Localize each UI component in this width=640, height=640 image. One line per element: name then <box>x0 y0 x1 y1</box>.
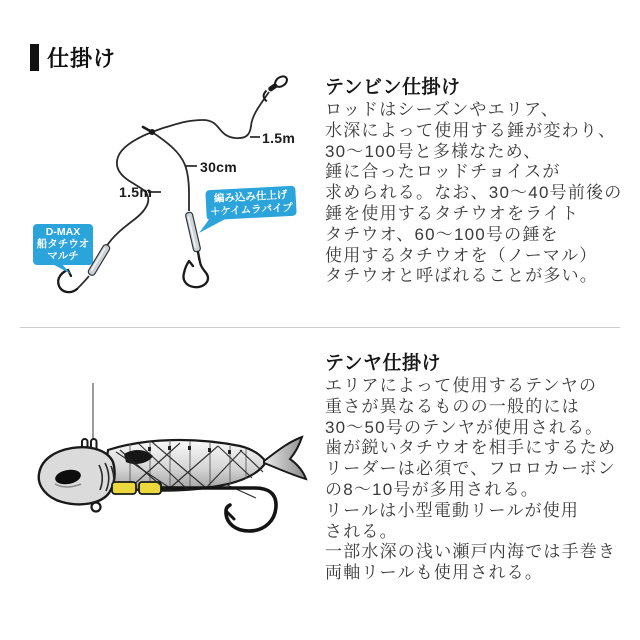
leader-hook-icon <box>58 270 77 292</box>
body-line: リーダーは必須で、フロロカーボン <box>325 459 616 479</box>
body-line: 30〜50号のテンヤが使用される。 <box>325 417 604 437</box>
sinker-band <box>112 482 161 494</box>
body-line: 両軸リールも使用される。 <box>325 563 544 583</box>
callout-line: 船タチウオ <box>36 238 90 250</box>
body-line: 錘に合ったロッドチョイスが <box>325 162 561 182</box>
branch-hook-icon <box>183 252 208 287</box>
body-line: 錘を使用するタチウオをライト <box>325 203 580 223</box>
snap-swivel-icon <box>259 74 291 101</box>
dim-label-branch-line: 30cm <box>200 159 238 175</box>
kemura-pipe-sleeve <box>185 212 201 253</box>
body-line: 30〜100号と多様なため、 <box>325 141 542 161</box>
main-line <box>152 92 269 138</box>
callout-line: ＋ケイムラパイプ <box>209 201 294 218</box>
section-body-tenbin <box>325 100 631 287</box>
callout-line: マルチ <box>47 250 79 262</box>
callout-line: D-MAX <box>45 226 81 238</box>
section-title-tenbin: テンビン仕掛け <box>325 77 461 98</box>
callout-braided-pipe <box>205 186 296 221</box>
dim-label-main-line: 1.5m <box>262 130 296 146</box>
callout-dmax-hook <box>33 224 93 265</box>
body-line: 歯が鋭いタチウオを相手にするため <box>325 438 617 458</box>
section-body-tenya <box>325 376 631 584</box>
callout-line: 編み込み仕上げ <box>213 189 288 205</box>
page-title: 仕掛け <box>47 46 117 71</box>
leader-line <box>77 132 152 289</box>
body-line: の8〜10号が多用される。 <box>325 479 539 499</box>
section-title-tenya: テンヤ仕掛け <box>325 353 442 374</box>
tenya-hook-icon <box>162 488 276 531</box>
tail-fin <box>264 437 306 479</box>
body-line: 重さが異なるものの一般的には <box>325 396 580 416</box>
body-line: タチウオと呼ばれることが多い。 <box>325 266 598 286</box>
section-divider <box>20 327 620 328</box>
body-line: される。 <box>325 521 398 541</box>
body-line: エリアによって使用するテンヤの <box>325 376 598 395</box>
tenya-rig-diagram <box>20 380 320 580</box>
body-line: 一部水深の浅い瀬戸内海では手巻き <box>325 542 617 562</box>
body-line: ロッドはシーズンやエリア、 <box>325 100 560 119</box>
dim-label-leader-line: 1.5m <box>119 184 153 200</box>
body-line: 水深によって使用する錘が変わり、 <box>325 120 617 140</box>
head-eyelet-ring <box>92 503 101 512</box>
body-line: リールは小型電動リールが使用 <box>325 500 580 520</box>
body-line: タチウオ、60〜100号の錘を <box>325 224 559 244</box>
body-line: 使用するタチウオを（ノーマル） <box>325 245 598 265</box>
body-line: 求められる。なお、30〜40号前後の <box>325 183 623 203</box>
